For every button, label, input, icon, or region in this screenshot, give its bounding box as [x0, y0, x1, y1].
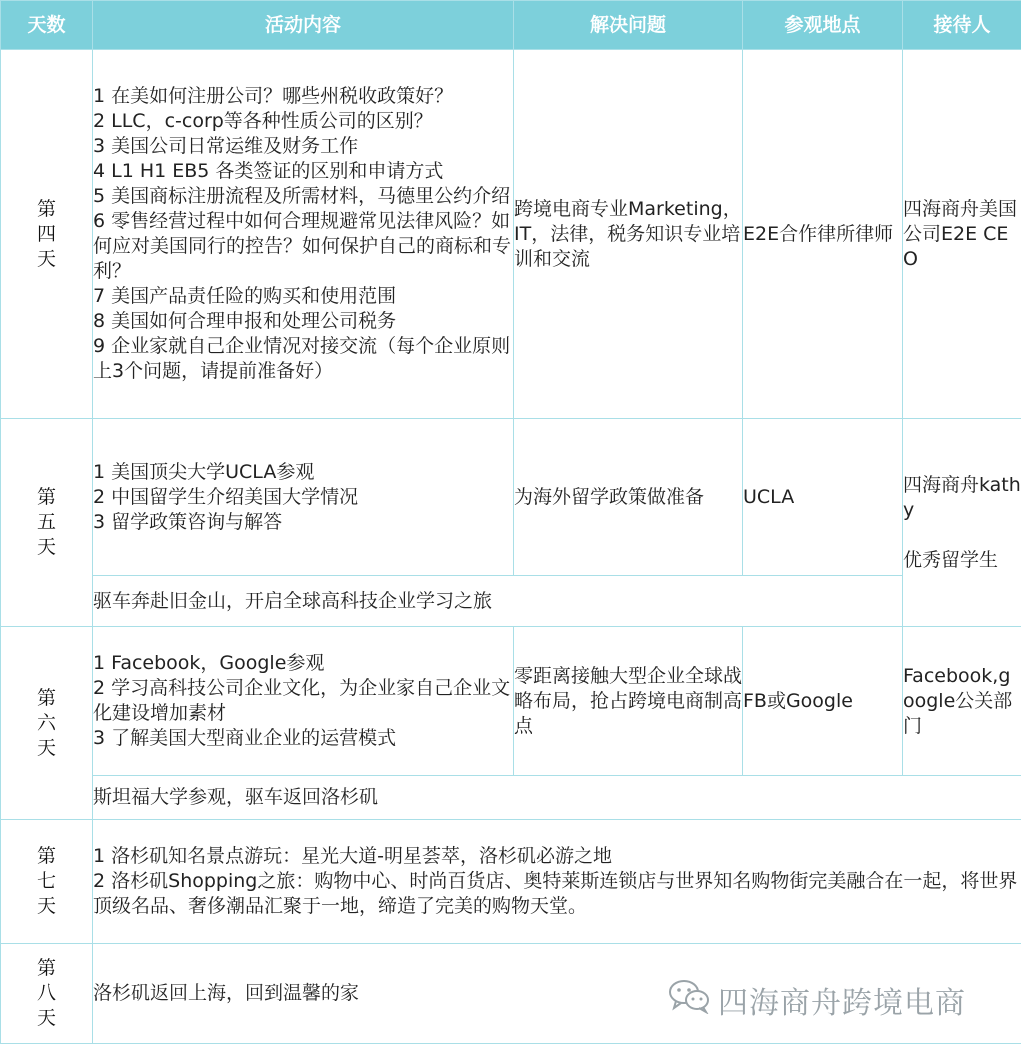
header-row	[1, 1, 1021, 50]
activity-line: 2 洛杉矶Shopping之旅：购物中心、时尚百货店、奥特莱斯连锁店与世界知名购物街完美融合在一起，将世界顶级名品、奢侈潮品汇聚于一地，缔造了完美的购物天堂。	[93, 870, 1018, 917]
activity-line: 2 LLC，c-corp等各种性质公司的区别？	[93, 110, 433, 132]
activity-line: 7 美国产品责任险的购买和使用范围	[93, 285, 397, 307]
activity-line: 3 了解美国大型商业企业的运营模式	[93, 727, 397, 749]
header-receiver: 接待人	[903, 1, 1021, 50]
location-cell: UCLA	[743, 419, 903, 576]
problem-cell: 为海外留学政策做准备	[514, 419, 743, 576]
day-label: 第八天	[1, 944, 93, 1044]
activity-line: 5 美国商标注册流程及所需材料，马德里公约介绍	[93, 185, 511, 207]
activity-content	[93, 419, 514, 576]
activity-line: 2 中国留学生介绍美国大学情况	[93, 485, 359, 508]
activity-line: 8 美国如何合理申报和处理公司税务	[93, 310, 397, 332]
activity-line: 1 洛杉矶知名景点游玩：星光大道-明星荟萃，洛杉矶必游之地	[93, 845, 612, 867]
receiver-line: 四海商舟kathy	[903, 473, 1021, 521]
wechat-icon	[668, 978, 718, 1022]
header-location: 参观地点	[743, 1, 903, 50]
receiver-line: 优秀留学生	[903, 548, 999, 571]
table-row	[1, 776, 1021, 820]
day-label: 第五天	[1, 419, 93, 627]
problem-cell: 跨境电商专业Marketing，IT，法律，税务知识专业培训和交流	[514, 50, 743, 419]
location-cell: E2E合作律所律师	[743, 50, 903, 419]
day-label: 第四天	[1, 50, 93, 419]
transfer-note: 驱车奔赴旧金山，开启全球高科技企业学习之旅	[93, 576, 903, 627]
activity-line: 2 学习高科技公司企业文化，为企业家自己企业文化建设增加素材	[93, 677, 511, 724]
watermark	[668, 978, 966, 1022]
activity-line: 6 零售经营过程中如何合理规避常见法律风险？如何应对美国同行的控告？如何保护自己的商标和专利？	[93, 210, 512, 282]
receiver-cell	[903, 419, 1021, 627]
activity-line: 1 在美如何注册公司？哪些州税收政策好？	[93, 85, 454, 107]
header-problem: 解决问题	[514, 1, 743, 50]
receiver-cell: 四海商舟美国公司E2E CEO	[903, 50, 1021, 419]
receiver-cell: Facebook,google公关部门	[903, 627, 1021, 776]
activity-line: 3 美国公司日常运维及财务工作	[93, 135, 359, 157]
activity-content	[93, 820, 1021, 944]
activity-line: 4 L1 H1 EB5 各类签证的区别和申请方式	[93, 160, 444, 182]
table-row	[1, 627, 1021, 776]
header-day: 天数	[1, 1, 93, 50]
activity-line: 1 Facebook，Google参观	[93, 652, 325, 674]
activity-line: 3 留学政策咨询与解答	[93, 510, 283, 533]
table-row	[1, 419, 1021, 576]
header-content: 活动内容	[93, 1, 514, 50]
activity-line: 9 企业家就自己企业情况对接交流（每个企业原则上3个问题，请提前准备好）	[93, 335, 511, 382]
table-row	[1, 820, 1021, 944]
activity-line: 1 美国顶尖大学UCLA参观	[93, 460, 315, 483]
location-cell: FB或Google	[743, 627, 903, 776]
watermark-text: 四海商舟跨境电商	[718, 986, 966, 1021]
activity-content: 洛杉矶返回上海，回到温馨的家	[93, 944, 1021, 1044]
day-label: 第七天	[1, 820, 93, 944]
transfer-note: 斯坦福大学参观，驱车返回洛杉矶	[93, 776, 1021, 820]
table-row	[1, 50, 1021, 419]
day-label: 第六天	[1, 627, 93, 820]
activity-content	[93, 50, 514, 419]
problem-cell: 零距离接触大型企业全球战略布局，抢占跨境电商制高点	[514, 627, 743, 776]
table-row	[1, 576, 1021, 627]
activity-content	[93, 627, 514, 776]
